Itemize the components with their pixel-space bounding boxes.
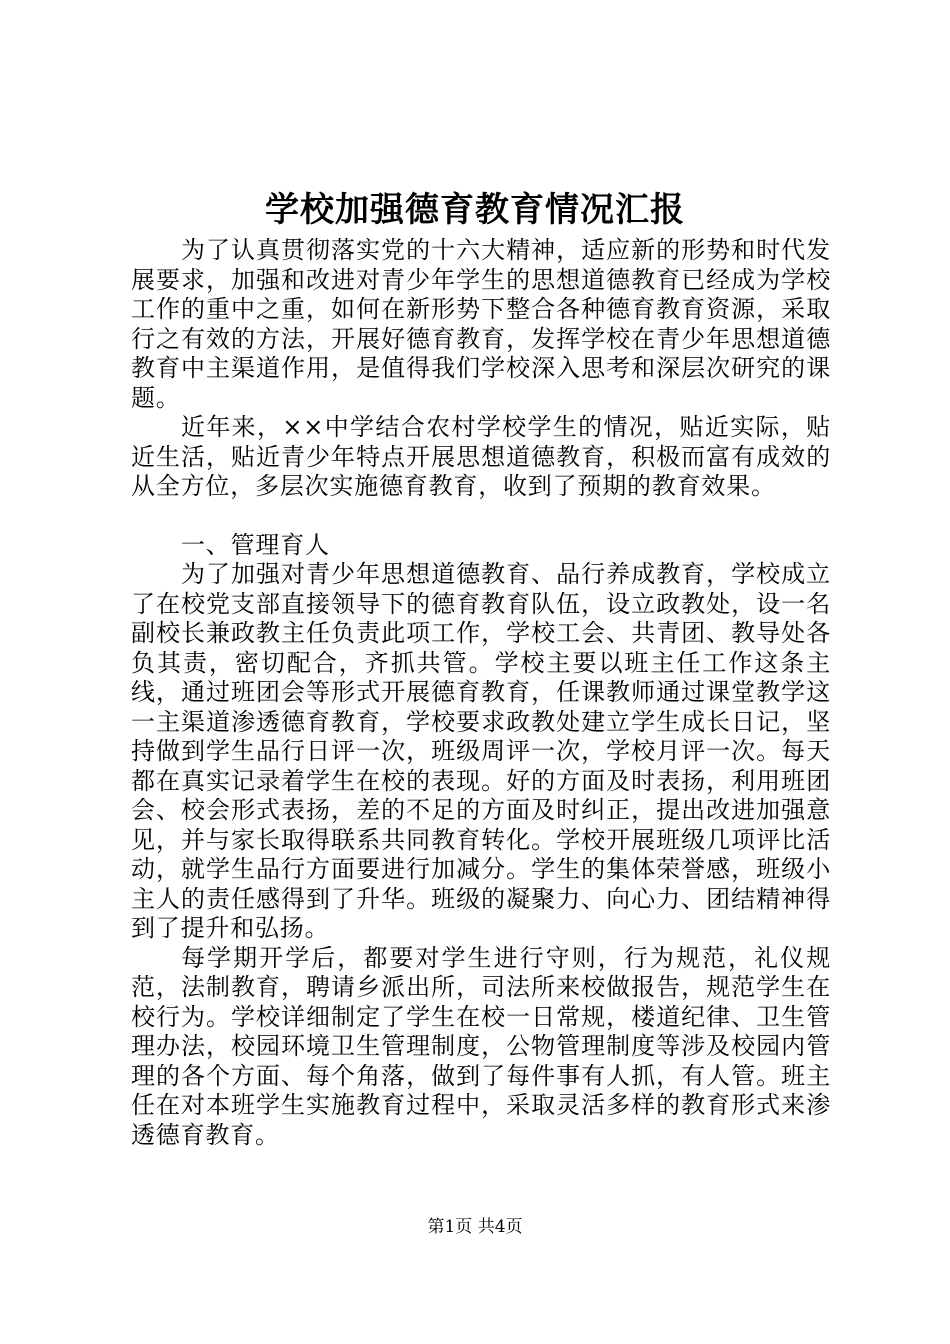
- document-title: 学校加强德育教育情况汇报: [265, 190, 685, 230]
- section-heading: 一、管理育人: [181, 530, 330, 559]
- section-paragraph-rules: 每学期开学后，都要对学生进行守则，行为规范，礼仪规范，法制教育，聘请乡派出所，司法所来校做报告，规范学生在校行为。学校详细制定了学生在校一日常规，楼道纪律、卫生管理办法，校园环境卫生管理制度，公物管理制度等涉及校园内管理的各个方面、每个角落，做到了每件事有人抓，有人管。班主任在对本班学生实施教育过程中，采取灵活多样的教育形式来渗透德育教育。: [131, 943, 831, 1149]
- document-body: [131, 236, 831, 1150]
- overview-paragraph: 近年来，××中学结合农村学校学生的情况，贴近实际，贴近生活，贴近青少年特点开展思想道德教育，积极而富有成效的从全方位，多层次实施德育教育，收到了预期的教育效果。: [131, 413, 831, 500]
- intro-paragraph: 为了认真贯彻落实党的十六大精神，适应新的形势和时代发展要求，加强和改进对青少年学生的思想道德教育已经成为学校工作的重中之重，如何在新形势下整合各种德育教育资源，采取行之有效的方法，开展好德育教育，发挥学校在青少年思想道德教育中主渠道作用，是值得我们学校深入思考和深层次研究的课题。: [131, 236, 831, 412]
- page-number-footer: 第1页 共4页: [427, 1217, 523, 1237]
- section-paragraph-management: 为了加强对青少年思想道德教育、品行养成教育，学校成立了在校党支部直接领导下的德育教育队伍，设立政教处，设一名副校长兼政教主任负责此项工作，学校工会、共青团、教导处各负其责，密切配合，齐抓共管。学校主要以班主任工作这条主线，通过班团会等形式开展德育教育，任课教师通过课堂教学这一主渠道渗透德育教育，学校要求政教处建立学生成长日记，坚持做到学生品行日评一次，班级周评一次，学校月评一次。每天都在真实记录着学生在校的表现。好的方面及时表扬，利用班团会、校会形式表扬，差的不足的方面及时纠正，提出改进加强意见，并与家长取得联系共同教育转化。学校开展班级几项评比活动，就学生品行方面要进行加减分。学生的集体荣誉感，班级小主人的责任感得到了升华。班级的凝聚力、向心力、团结精神得到了提升和弘扬。: [131, 560, 831, 942]
